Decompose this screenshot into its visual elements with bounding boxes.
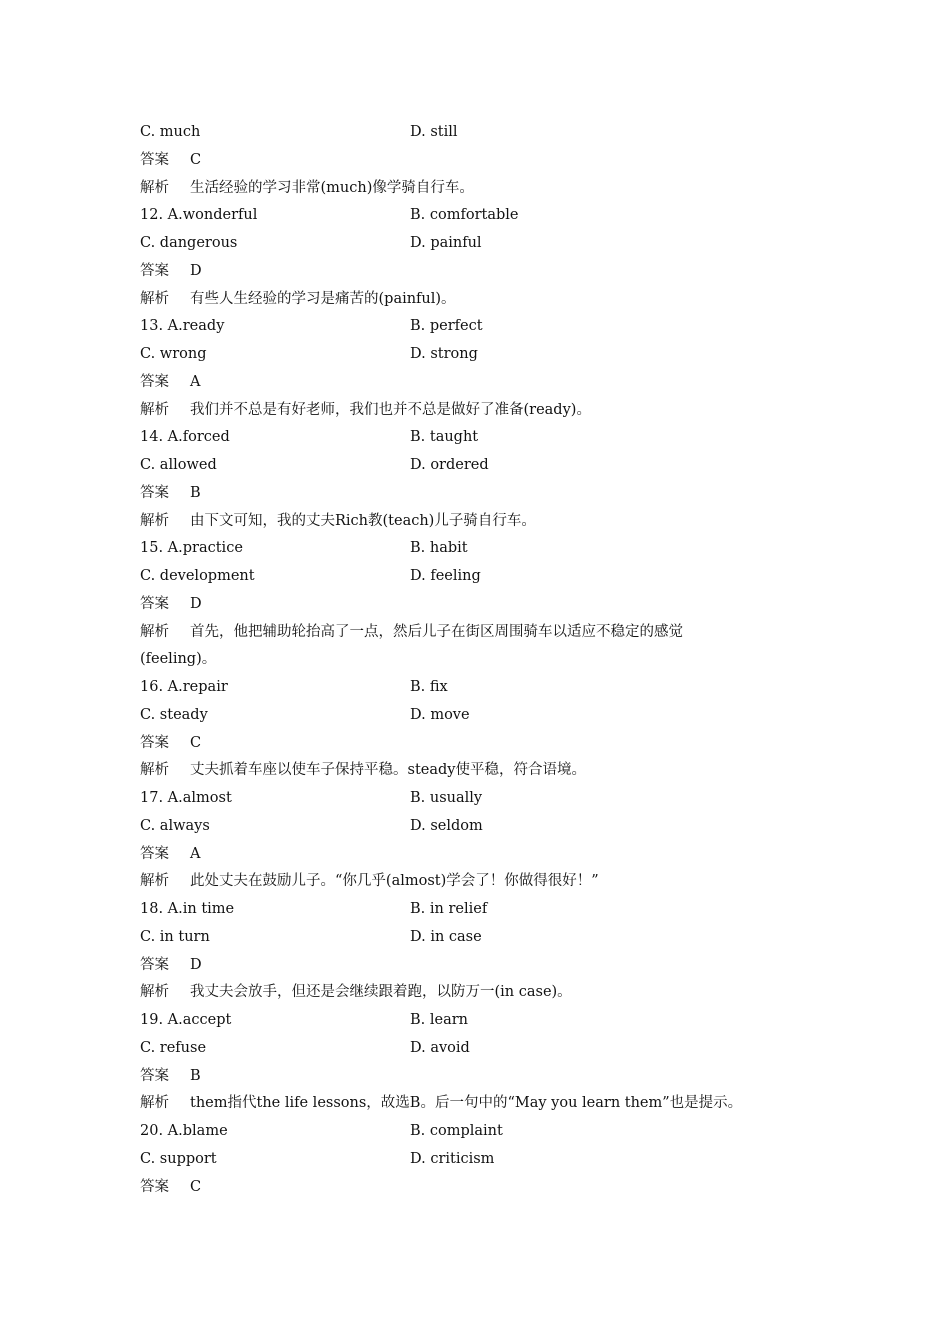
analysis-line <box>140 868 830 896</box>
options-row <box>140 785 830 813</box>
analysis-label: 解析 <box>140 1095 169 1112</box>
analysis-text: 生活经验的学习非常(much)像学骑自行车。 <box>190 179 474 196</box>
option-left: 15. A.practice <box>140 540 243 557</box>
option-right: D. strong <box>410 346 478 362</box>
answer-value: D <box>190 956 202 973</box>
option-left: C. support <box>140 1150 217 1167</box>
answer-label: 答案 <box>140 1067 169 1084</box>
option-left: C. development <box>140 568 255 584</box>
options-row <box>140 424 830 452</box>
continuation-text: (feeling)。 <box>140 651 217 668</box>
analysis-label: 解析 <box>140 984 169 1001</box>
option-left: 17. A.almost <box>140 790 232 806</box>
analysis-line <box>140 979 830 1007</box>
answer-label: 答案 <box>140 845 169 862</box>
analysis-label: 解析 <box>140 512 169 529</box>
analysis-line <box>140 619 830 647</box>
option-right: D. painful <box>410 235 482 251</box>
option-right: B. taught <box>410 429 479 446</box>
answer-value: A <box>190 845 201 862</box>
answer-value: A <box>190 373 201 390</box>
answer-line <box>140 258 830 286</box>
analysis-label: 解析 <box>140 179 169 196</box>
options-row <box>140 202 830 230</box>
analysis-line <box>140 1090 830 1118</box>
analysis-label: 解析 <box>140 623 169 640</box>
option-left: C. steady <box>140 706 208 723</box>
option-right: D. seldom <box>410 817 483 834</box>
option-right: B. perfect <box>410 318 483 335</box>
option-right: D. feeling <box>410 568 481 584</box>
answer-line <box>140 730 830 758</box>
answer-value: B <box>190 1067 201 1084</box>
answer-line <box>140 841 830 869</box>
analysis-text: them指代the life lessons，故选B。后一句中的“May you learn them”也是提示。 <box>190 1095 743 1112</box>
analysis-text: 有些人生经验的学习是痛苦的(painful)。 <box>190 290 456 307</box>
option-right: B. fix <box>410 679 448 695</box>
answer-value: C <box>190 734 202 751</box>
options-row <box>140 563 830 591</box>
answer-label: 答案 <box>140 262 169 279</box>
option-right: D. still <box>410 124 458 140</box>
option-left: 19. A.accept <box>140 1012 232 1028</box>
option-right: D. criticism <box>410 1150 495 1167</box>
analysis-line <box>140 286 830 314</box>
answer-label: 答案 <box>140 1178 169 1195</box>
analysis-label: 解析 <box>140 290 169 307</box>
answer-value: D <box>190 595 202 612</box>
answer-line <box>140 1174 830 1202</box>
option-left: C. much <box>140 124 201 140</box>
answer-label: 答案 <box>140 956 169 973</box>
option-right: B. complaint <box>410 1123 503 1139</box>
option-right: D. move <box>410 706 470 723</box>
analysis-line <box>140 757 830 785</box>
answer-value: D <box>190 262 202 279</box>
option-right: B. learn <box>410 1012 469 1028</box>
answer-label: 答案 <box>140 151 169 168</box>
option-right: D. avoid <box>410 1039 470 1056</box>
analysis-label: 解析 <box>140 873 169 890</box>
analysis-text: 此处丈夫在鼓励儿子。“你几乎(almost)学会了！你做得很好！” <box>190 873 599 890</box>
answer-label: 答案 <box>140 484 169 501</box>
options-row <box>140 1118 830 1146</box>
options-row <box>140 924 830 952</box>
option-left: 12. A.wonderful <box>140 207 258 224</box>
answer-line <box>140 480 830 508</box>
option-left: 14. A.forced <box>140 429 230 446</box>
options-row <box>140 535 830 563</box>
answer-label: 答案 <box>140 373 169 390</box>
answer-line <box>140 369 830 397</box>
analysis-line <box>140 508 830 536</box>
option-left: 16. A.repair <box>140 679 228 695</box>
option-left: C. refuse <box>140 1039 207 1056</box>
analysis-label: 解析 <box>140 401 169 418</box>
option-left: C. always <box>140 817 210 834</box>
answer-value: B <box>190 484 201 501</box>
options-row <box>140 1007 830 1035</box>
options-row <box>140 1035 830 1063</box>
option-left: C. allowed <box>140 457 217 473</box>
answer-line <box>140 952 830 980</box>
option-right: B. usually <box>410 790 483 806</box>
options-row <box>140 230 830 258</box>
options-row <box>140 341 830 369</box>
option-right: D. ordered <box>410 457 489 473</box>
analysis-text: 丈夫抓着车座以使车子保持平稳。steady使平稳，符合语境。 <box>190 762 586 779</box>
options-row <box>140 813 830 841</box>
options-row <box>140 896 830 924</box>
options-row <box>140 702 830 730</box>
analysis-text: 我丈夫会放手，但还是会继续跟着跑，以防万一(in case)。 <box>190 984 572 1001</box>
options-row <box>140 674 830 702</box>
analysis-line <box>140 397 830 425</box>
answer-line <box>140 147 830 175</box>
analysis-text: 我们并不总是有好老师，我们也并不总是做好了准备(ready)。 <box>190 401 591 418</box>
option-right: D. in case <box>410 928 482 945</box>
answer-label: 答案 <box>140 734 169 751</box>
answer-line <box>140 591 830 619</box>
options-row <box>140 1146 830 1174</box>
option-left: 20. A.blame <box>140 1123 228 1139</box>
option-right: B. comfortable <box>410 207 519 224</box>
option-left: C. in turn <box>140 928 210 945</box>
analysis-text: 由下文可知，我的丈夫Rich教(teach)儿子骑自行车。 <box>190 512 536 529</box>
answer-value: C <box>190 151 202 168</box>
option-left: C. wrong <box>140 346 207 362</box>
analysis-label: 解析 <box>140 762 169 779</box>
answer-label: 答案 <box>140 595 169 612</box>
options-row <box>140 119 830 147</box>
analysis-text: 首先，他把辅助轮抬高了一点，然后儿子在街区周围骑车以适应不稳定的感觉 <box>190 623 683 640</box>
options-row <box>140 452 830 480</box>
continuation-line <box>140 646 830 674</box>
document-body <box>140 119 830 1201</box>
analysis-line <box>140 175 830 203</box>
option-left: C. dangerous <box>140 235 238 251</box>
option-left: 18. A.in time <box>140 901 235 917</box>
option-right: B. in relief <box>410 901 488 917</box>
answer-line <box>140 1063 830 1091</box>
option-right: B. habit <box>410 540 468 557</box>
options-row <box>140 313 830 341</box>
answer-value: C <box>190 1178 202 1195</box>
option-left: 13. A.ready <box>140 318 225 335</box>
